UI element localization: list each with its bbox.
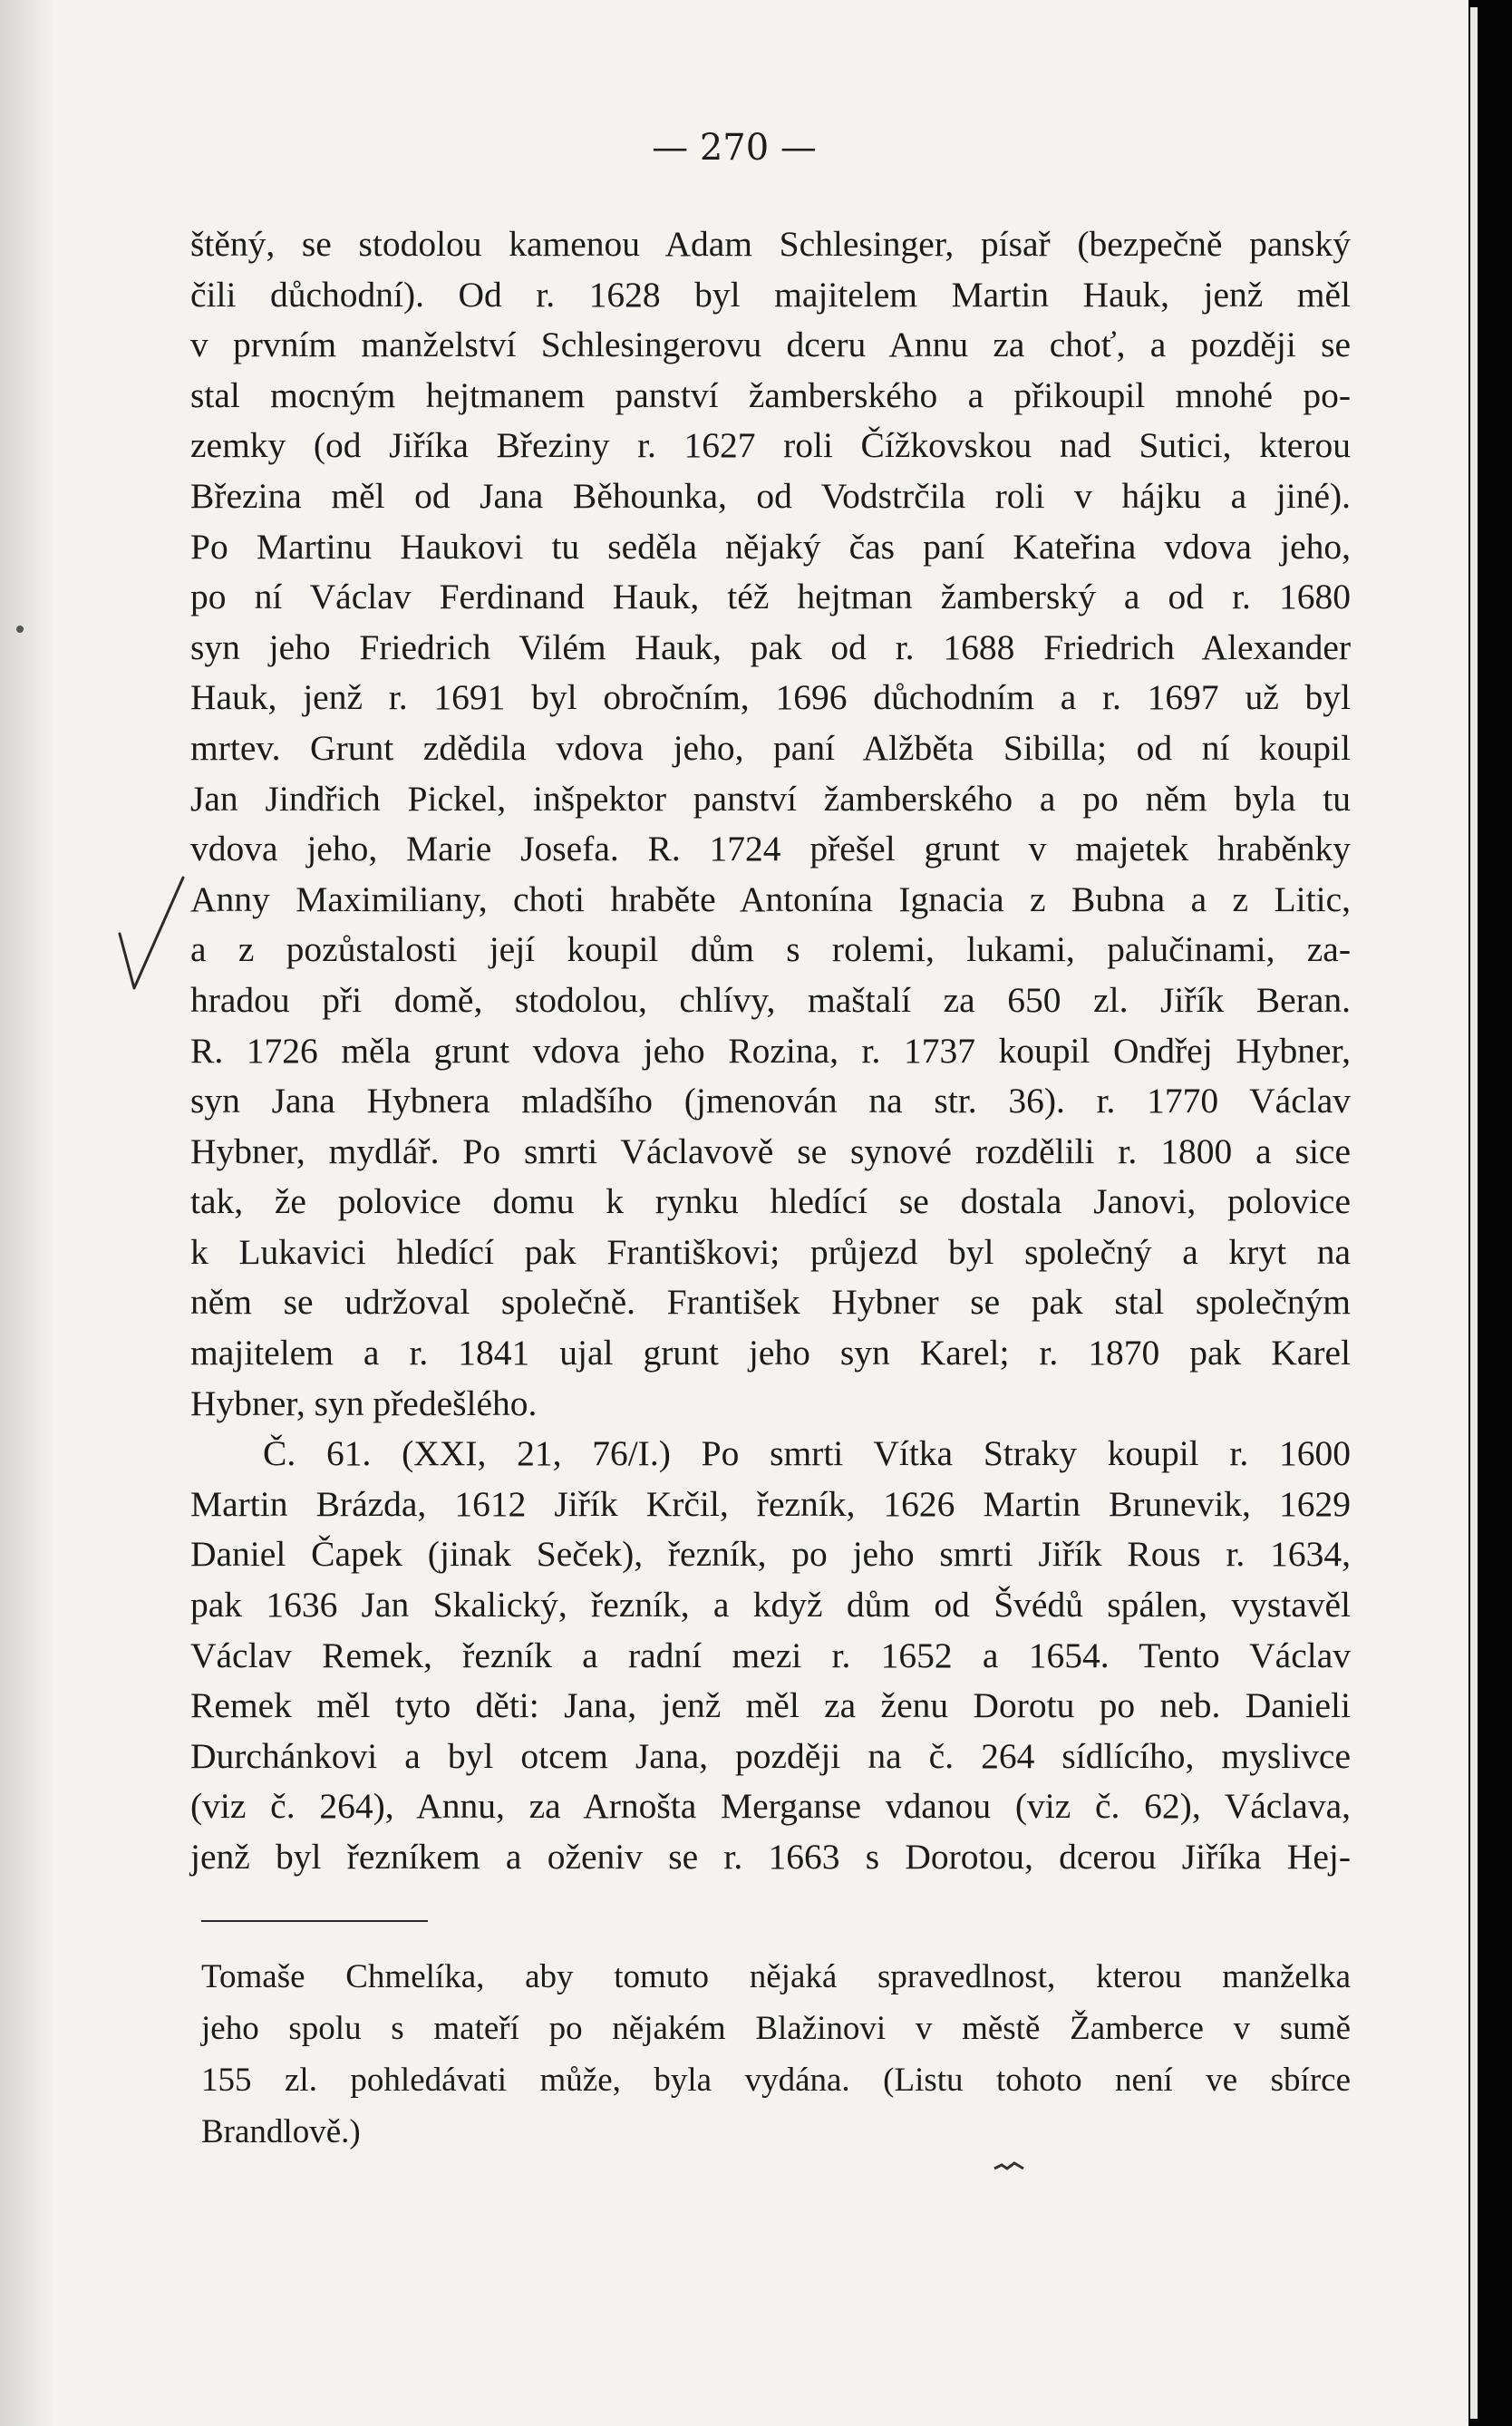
text-line: k Lukavici hledící pak Františkovi; průjezd byl společný a kryt na <box>190 1231 1351 1272</box>
footnote-line: Tomaše Chmelíka, aby tomuto nějaká spravedlnost, kterou manželka <box>201 1958 1351 1995</box>
text-line: Březina měl od Jana Běhounka, od Vodstrčila roli v hájku a jiné). <box>190 475 1351 516</box>
text-line: syn Jana Hybnera mladšího (jmenován na str. 36). r. 1770 Václav <box>190 1081 1351 1121</box>
text-line: v prvním manželství Schlesingerovu dceru Annu za choť, a později se <box>190 325 1351 365</box>
text-line: (viz č. 264), Annu, za Arnošta Merganse vdanou (viz č. 62), Václava, <box>190 1786 1351 1827</box>
footnote-line: Brandlově.) <box>201 2113 361 2150</box>
text-line: hradou při domě, stodolou, chlívy, maštalí za 650 zl. Jiřík Beran. <box>190 979 1351 1020</box>
text-line: syn jeho Friedrich Vilém Hauk, pak od r. 1688 Friedrich Alexander <box>190 626 1351 667</box>
text-line: a z pozůstalosti její koupil dům s rolemi, lukami, palučinami, za- <box>190 929 1351 970</box>
ink-mark <box>993 2158 1029 2176</box>
text-line: tak, že polovice domu k rynku hledící se dostala Janovi, polovice <box>190 1181 1351 1222</box>
text-line: Remek měl tyto děti: Jana, jenž měl za ženu Dorotu po neb. Danieli <box>190 1685 1351 1726</box>
scan-shadow <box>0 0 54 2426</box>
text-line: Martin Brázda, 1612 Jiřík Krčil, řezník, 1626 Martin Brunevik, 1629 <box>190 1483 1351 1524</box>
text-line: Č. 61. (XXI, 21, 76/I.) Po smrti Vítka Straky koupil r. 1600 <box>263 1433 1351 1474</box>
text-line: jenž byl řezníkem a oženiv se r. 1663 s Dorotou, dcerou Jiříka Hej- <box>190 1837 1351 1877</box>
text-line: Daniel Čapek (jinak Seček), řezník, po jeho smrti Jiřík Rous r. 1634, <box>190 1534 1351 1575</box>
text-line: Hauk, jenž r. 1691 byl obročním, 1696 důchodním a r. 1697 už byl <box>190 677 1351 718</box>
footnote-rule <box>201 1920 428 1922</box>
page-edge-strip <box>1470 7 1478 2419</box>
text-line: Po Martinu Haukovi tu seděla nějaký čas paní Kateřina vdova jeho, <box>190 526 1351 567</box>
footnote-line: jeho spolu s mateří po nějakém Blažinovi v městě Žamberce v sumě <box>201 2010 1351 2047</box>
footnote-line: 155 zl. pohledávati může, byla vydána. (Listu tohoto není ve sbírce <box>201 2062 1351 2099</box>
text-line: po ní Václav Ferdinand Hauk, též hejtman žamberský a od r. 1680 <box>190 577 1351 617</box>
text-line: R. 1726 měla grunt vdova jeho Rozina, r. 1737 koupil Ondřej Hybner, <box>190 1030 1351 1071</box>
text-line: Hybner, mydlář. Po smrti Václavově se synové rozdělili r. 1800 a sice <box>190 1131 1351 1171</box>
text-line: Durchánkovi a byl otcem Jana, později na č. 264 sídlícího, myslivce <box>190 1735 1351 1776</box>
margin-check-mark <box>107 870 189 997</box>
text-line: pak 1636 Jan Skalický, řezník, a když dům od Švédů spálen, vystavěl <box>190 1585 1351 1625</box>
text-line: něm se udržoval společně. František Hybner se pak stal společným <box>190 1282 1351 1323</box>
page-number: — 270 — <box>652 127 817 169</box>
text-line: Hybner, syn předešlého. <box>190 1383 538 1423</box>
text-line: Anny Maximiliany, choti hraběte Antonína Ignacia z Bubna a z Litic, <box>190 878 1351 919</box>
scan-speck <box>16 626 24 633</box>
footnote <box>201 1951 1351 2158</box>
text-line: čili důchodní). Od r. 1628 byl majitelem Martin Hauk, jenž měl <box>190 274 1351 315</box>
text-line: majitelem a r. 1841 ujal grunt jeho syn Karel; r. 1870 pak Karel <box>190 1333 1351 1373</box>
text-line: zemky (od Jiříka Březiny r. 1627 roli Čížkovskou nad Sutici, kterou <box>190 425 1351 466</box>
text-line: Jan Jindřich Pickel, inšpektor panství žamberského a po něm byla tu <box>190 778 1351 819</box>
text-line: vdova jeho, Marie Josefa. R. 1724 přešel grunt v majetek hraběnky <box>190 829 1351 869</box>
text-line: štěný, se stodolou kamenou Adam Schlesinger, písař (bezpečně panský <box>190 224 1351 264</box>
text-line: Václav Remek, řezník a radní mezi r. 1652 a 1654. Tento Václav <box>190 1635 1351 1675</box>
text-line: stal mocným hejtmanem panství žamberského a přikoupil mnohé po- <box>190 374 1351 415</box>
main-text <box>190 219 1351 1883</box>
text-line: mrtev. Grunt zdědila vdova jeho, paní Alžběta Sibilla; od ní koupil <box>190 727 1351 768</box>
